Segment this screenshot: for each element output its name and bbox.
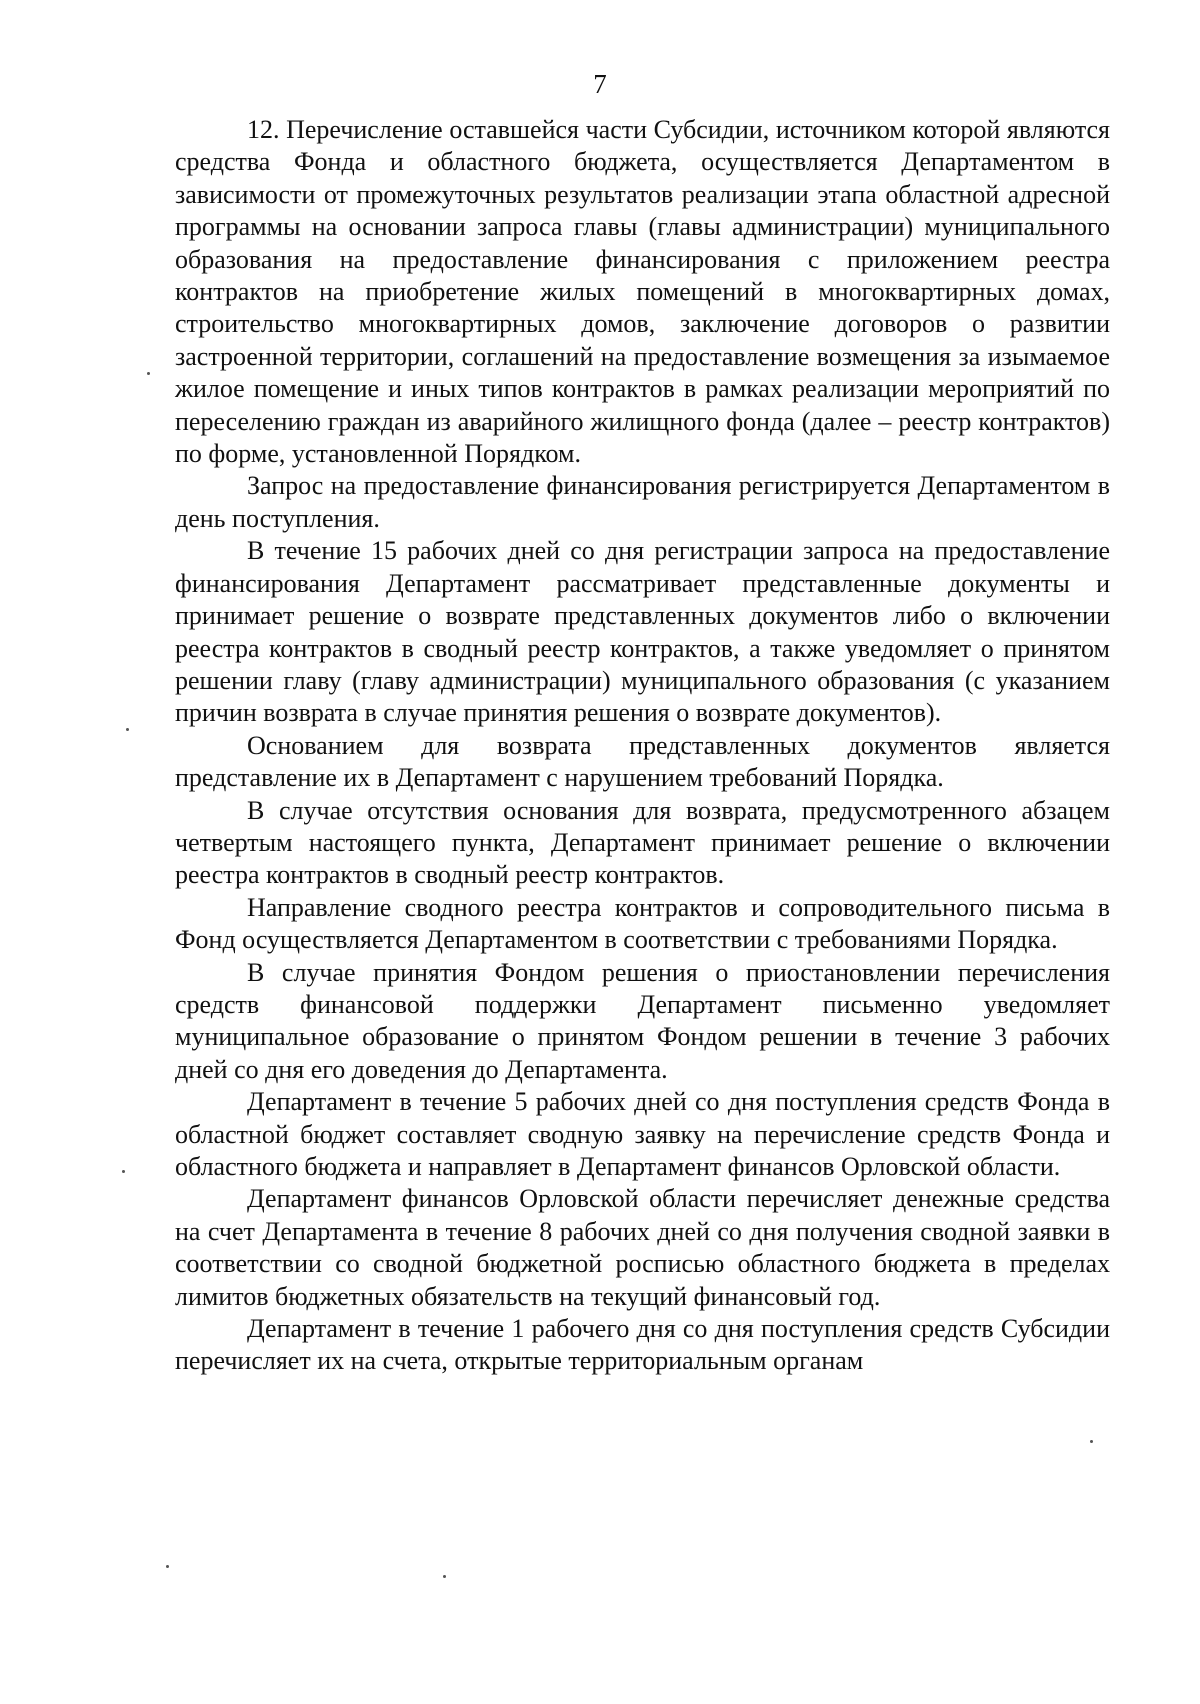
paragraph-8: Департамент в течение 5 рабочих дней со дня поступления средств Фонда в областной бюджет составляет сводную заявку на перечисление средств Фонда и областного бюджета и направляет в Департамент финансов Орловской области. [175,1087,1110,1181]
paragraph-5: В случае отсутствия основания для возврата, предусмотренного абзацем четвертым настоящего пункта, Департамент принимает решение о включении реестра контрактов в сводный реестр контрактов. [175,795,1110,890]
paragraph-4: Основанием для возврата представленных документов является представление их в Департамент с нарушением требований Порядка. [175,730,1110,793]
scan-speck [1090,1440,1093,1443]
paragraph-9: Департамент финансов Орловской области перечисляет денежные средства на счет Департамента в течение 8 рабочих дней со дня получения сводной заявки в соответствии со сводной бюджетной росписью областного бюджета в пределах лимитов бюджетных обязательств на текущий финансовый год. [175,1184,1110,1311]
paragraph-10: Департамент в течение 1 рабочего дня со дня поступления средств Субсидии перечисляет их на счета, открытые территориальным органам [175,1314,1110,1376]
scan-speck [147,372,150,375]
scan-speck [122,1170,125,1173]
paragraph-7: В случае принятия Фондом решения о приостановлении перечисления средств финансовой поддержки Департамент письменно уведомляет муниципальное образование о принятом Фондом решении в течение 3 рабочих дней со дня его доведения до Департамента. [175,957,1110,1084]
scan-speck [166,1565,169,1568]
paragraph-6: Направление сводного реестра контрактов и сопроводительного письма в Фонд осуществляется Департаментом в соответствии с требованиями Порядка. [175,892,1110,955]
paragraph-3: В течение 15 рабочих дней со дня регистрации запроса на предоставление финансирования Департамент рассматривает представленные документы и принимает решение о возврате представленных документов либо о включении реестра контрактов в сводный реестр контрактов, а также уведомляет о принятом решении главу (главу администрации) муниципального образования (с указанием причин возврата в случае принятия решения о возврате документов). [175,536,1110,728]
paragraph-2: Запрос на предоставление финансирования регистрируется Департаментом в день поступления. [175,471,1110,533]
page-number: 7 [593,69,607,99]
scan-speck [126,728,129,731]
scan-speck [443,1575,446,1578]
paragraph-1: 12. Перечисление оставшейся части Субсидии, источником которой являются средства Фонда и областного бюджета, осуществляется Департаментом в зависимости от промежуточных результатов реализации этапа областной адресной программы на основании запроса главы (главы администрации) муниципального образования на предоставление финансирования с приложением реестра контрактов на приобретение жилых помещений в многоквартирных домах, строительство многоквартирных домов, заключение договоров о развитии застроенной территории, соглашений на предоставление возмещения за изымаемое жилое помещение и иных типов контрактов в рамках реализации мероприятий по переселению граждан из аварийного жилищного фонда (далее – реестр контрактов) по форме, установленной Порядком. [175,115,1110,469]
document-body [175,114,1110,1378]
